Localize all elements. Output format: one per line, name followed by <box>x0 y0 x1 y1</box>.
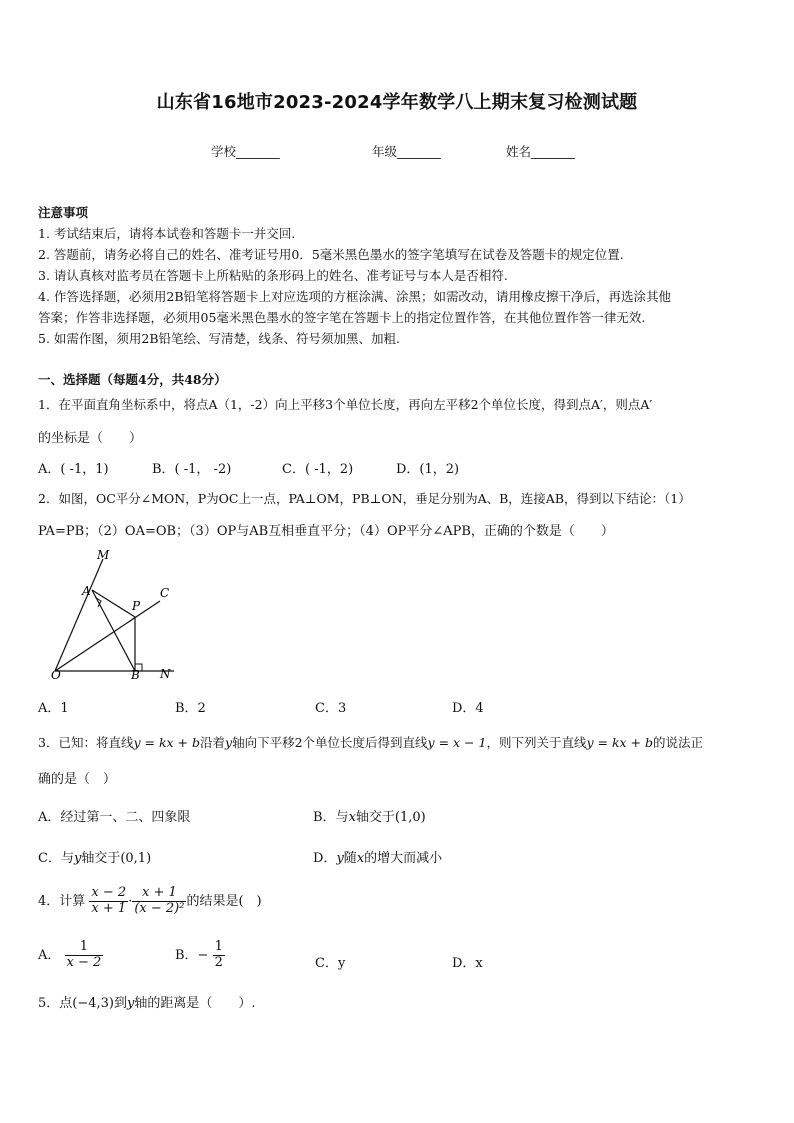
label-p: P <box>132 599 141 613</box>
q2-stem-line2: PA=PB；（2）OA=OB；（3）OP与AB互相垂直平分；（4）OP平分∠APB，正确的个数是（ ） <box>38 524 614 539</box>
q3-axis-y: y <box>225 735 233 750</box>
ray-oc <box>55 601 160 671</box>
q3-text: C．与 <box>38 851 74 866</box>
q3-text: B．与 <box>313 810 349 825</box>
q4-text: 的结果是( ) <box>186 893 262 909</box>
fraction-denominator: (x − 2)² <box>134 900 185 916</box>
fraction-denominator: x + 1 <box>91 900 127 916</box>
q3-option-d[interactable] <box>313 847 442 866</box>
q2-option-b[interactable]: B．2 <box>175 701 206 716</box>
q1-option-a[interactable]: A．( -1，1) <box>38 462 109 477</box>
option-label: B．− <box>175 947 209 963</box>
q4-option-c[interactable]: C．y <box>315 956 346 971</box>
q4-option-b-fraction <box>213 940 225 971</box>
q4-dot: · <box>128 893 133 909</box>
q3-stem-line2: 确的是（ ） <box>38 772 117 787</box>
q3-point: (1,0) <box>394 810 426 825</box>
q3-equation-1: y = kx + b <box>133 735 200 750</box>
q3-option-c[interactable] <box>38 847 151 866</box>
page-title: 山东省16地市2023-2024学年数学八上期末复习检测试题 <box>156 92 638 113</box>
q1-stem-line1: 1．在平面直角坐标系中，将点A（1，-2）向上平移3个单位长度，再向左平移2个单位长度，得到点A′，则点A′ <box>38 397 653 412</box>
fraction-numerator: 1 <box>65 940 104 956</box>
q3-stem-line1 <box>38 733 703 751</box>
label-m: M <box>97 548 110 562</box>
q3-option-b[interactable] <box>313 806 426 825</box>
label-c: C <box>160 586 170 600</box>
q5-text: 5．点 <box>38 996 73 1011</box>
q3-equation-2: y = x − 1 <box>427 735 487 750</box>
q4-fraction-1 <box>89 886 128 917</box>
fraction-numerator: x + 1 <box>132 886 186 902</box>
notes-heading: 注意事项 <box>38 205 89 220</box>
q4-option-a-fraction <box>65 940 104 971</box>
q3-var-x: x <box>356 851 365 866</box>
note-item: 3. 请认真核对监考员在答题卡上所粘贴的条形码上的姓名、准考证号与本人是否相符. <box>38 268 508 283</box>
q2-option-d[interactable]: D．4 <box>452 701 484 716</box>
q3-equation-3: y = kx + b <box>586 735 653 750</box>
q3-text: 轴交于 <box>355 810 395 825</box>
label-a: A <box>82 584 91 598</box>
q5-text: 轴的距离是（ ）. <box>134 996 256 1011</box>
q3-text: 随 <box>343 851 357 866</box>
note-item: 5. 如需作图，须用2B铅笔绘、写清楚，线条、符号须加黑、加粗. <box>38 331 401 346</box>
q3-text: 轴向下平移2个单位长度后得到直线 <box>232 735 428 750</box>
school-field[interactable]: 学校_______ <box>211 144 280 159</box>
fraction-denominator: x − 2 <box>66 954 102 970</box>
q3-point: (0,1) <box>120 851 152 866</box>
option-label: A． <box>38 947 61 963</box>
q1-option-b[interactable]: B．( -1， -2) <box>152 462 232 477</box>
q5-axis-y: y <box>127 996 135 1011</box>
q1-option-d[interactable]: D．(1，2) <box>396 462 460 477</box>
label-n: N <box>160 667 171 681</box>
segment-pa <box>92 590 135 617</box>
q4-option-b[interactable] <box>175 940 225 971</box>
q4-option-d[interactable]: D．x <box>452 956 483 971</box>
q2-option-a[interactable]: A．1 <box>38 701 69 716</box>
q5-text: 到 <box>114 996 128 1011</box>
q4-text: 4．计算 <box>38 893 86 909</box>
note-item: 1. 考试结束后，请将本试卷和答题卡一并交回. <box>38 226 296 241</box>
q3-option-a[interactable]: A．经过第一、二、四象限 <box>38 810 191 825</box>
angle-bisector-figure <box>40 545 190 685</box>
student-info-row <box>0 142 794 160</box>
q3-text: 3．已知：将直线 <box>38 735 134 750</box>
q2-stem-line1: 2．如图，OC平分∠MON，P为OC上一点，PA⊥OM，PB⊥ON，垂足分别为A、B，连接AB，得到以下结论：（1） <box>38 491 691 506</box>
q3-axis-x: x <box>348 810 356 825</box>
q3-text: 轴交于 <box>81 851 121 866</box>
q1-option-c[interactable]: C．( -1，2) <box>282 462 354 477</box>
q5-point: (−4,3) <box>72 996 114 1011</box>
q4-fraction-2 <box>132 886 186 917</box>
grade-field[interactable]: 年级_______ <box>372 144 441 159</box>
q4-stem <box>38 886 262 917</box>
q2-option-c[interactable]: C．3 <box>315 701 347 716</box>
segment-ab <box>92 590 135 671</box>
ray-om <box>55 559 103 671</box>
note-item: 2. 答题前，请务必将自己的姓名、准考证号用0．5毫米黑色墨水的签字笔填写在试卷及答题卡的规定位置. <box>38 247 624 262</box>
q3-text: 沿着 <box>200 735 226 750</box>
q4-option-a[interactable] <box>38 940 103 971</box>
fraction-numerator: x − 2 <box>91 885 127 900</box>
section-heading: 一、选择题（每题4分，共48分） <box>38 372 227 387</box>
fraction-denominator: 2 <box>214 954 223 970</box>
q3-text: 的说法正 <box>653 735 704 750</box>
q1-stem-line2: 的坐标是（ ） <box>38 431 143 446</box>
q3-var-y: y <box>336 851 344 866</box>
q3-axis-y: y <box>73 851 82 866</box>
label-b: B <box>131 668 140 682</box>
name-field[interactable]: 姓名_______ <box>506 144 575 159</box>
q3-text: D． <box>313 851 337 866</box>
q3-text: 的增大而减小 <box>364 851 443 866</box>
note-item: 答案；作答非选择题，必须用05毫米黑色墨水的签字笔在答题卡上的指定位置作答，在其他位置作答一律无效. <box>38 310 646 325</box>
fraction-numerator: 1 <box>214 939 223 954</box>
note-item: 4. 作答选择题，必须用2B铅笔将答题卡上对应选项的方框涂满、涂黑；如需改动，请用橡皮擦干净后，再选涂其他 <box>38 289 672 304</box>
q3-text: ，则下列关于直线 <box>486 735 587 750</box>
label-o: O <box>51 668 61 682</box>
question-5 <box>38 992 256 1011</box>
